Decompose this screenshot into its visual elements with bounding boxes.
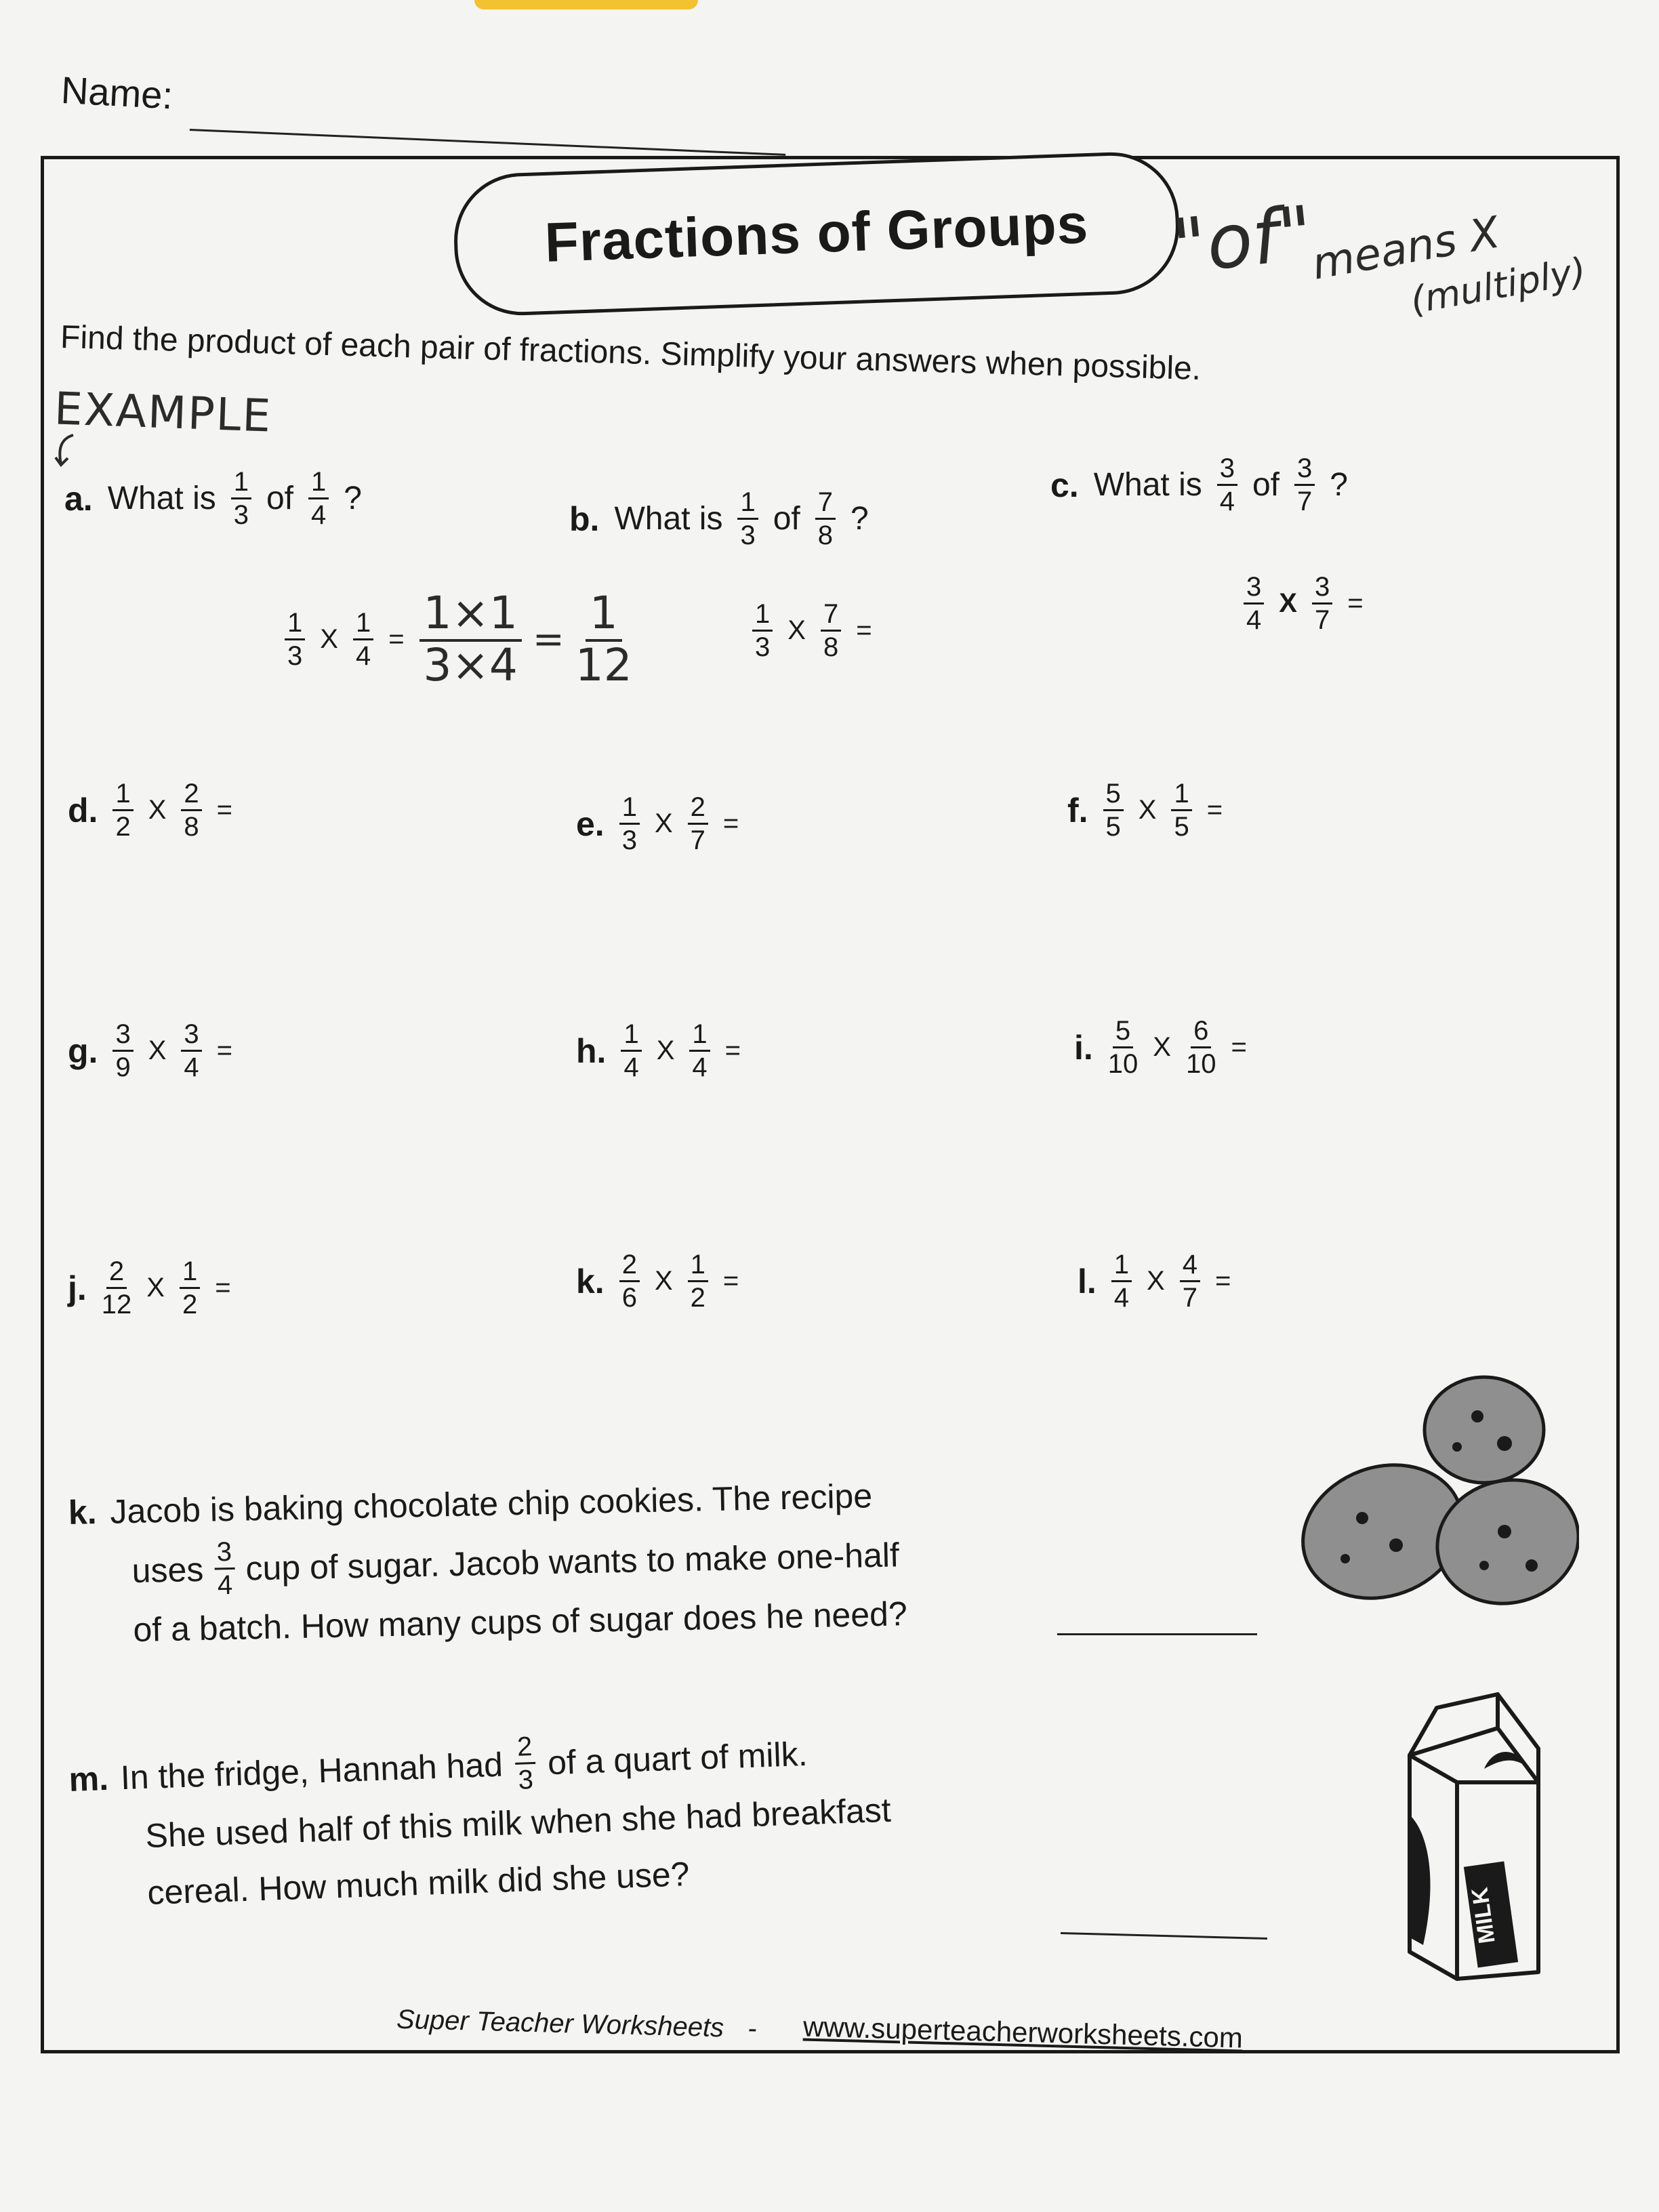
problem-h (576, 1020, 741, 1082)
word-problem-m (68, 1720, 894, 1924)
problem-j (68, 1257, 231, 1319)
word-problem-line: of a quart of milk. (547, 1734, 808, 1782)
word-problem-label: k. (68, 1493, 98, 1532)
equals-sign: = (1347, 588, 1364, 618)
footer-brand: Super Teacher Worksheets - (396, 2004, 758, 2044)
equals-sign: = (216, 1036, 232, 1065)
fraction: $\frac{1}{4}$ (689, 1020, 710, 1082)
times-sign: X (656, 1036, 675, 1065)
word-problem-line: Jacob is baking chocolate chip cookies. The recipe (109, 1477, 873, 1531)
fraction: $\frac{4}{7}$ (1180, 1250, 1200, 1312)
fraction: $\frac{3}{7}$ (1294, 454, 1315, 516)
question-prefix: What is (614, 501, 723, 537)
times-sign: X (654, 808, 673, 838)
equals-sign: = (1214, 1266, 1231, 1296)
times-sign: X (1153, 1032, 1171, 1062)
name-label: Name: (60, 68, 174, 117)
problem-g (68, 1020, 232, 1082)
problem-d (68, 779, 232, 841)
word-problem-line: She used half of this milk when she had breakfast (144, 1790, 892, 1856)
problem-l (1078, 1250, 1231, 1312)
rewrite-c (1244, 573, 1364, 634)
times-sign: X (1147, 1266, 1165, 1296)
fraction: $\frac{6}{10}$ (1185, 1016, 1216, 1079)
milk-carton-icon (1382, 1681, 1572, 1986)
question-prefix: What is (1093, 467, 1202, 503)
of-word: of (266, 480, 294, 516)
problem-label: h. (576, 1031, 607, 1070)
problem-label: l. (1078, 1262, 1097, 1300)
instructions: Find the product of each pair of fractions. Simplify your answers when possible. (60, 319, 1202, 387)
problem-label: k. (576, 1262, 605, 1300)
fraction: $\frac{3}{4}$ (1217, 454, 1237, 516)
times-sign: X (146, 1273, 165, 1303)
problem-i (1074, 1017, 1247, 1078)
times-sign: X (1138, 795, 1157, 825)
handwritten-of-note: "of" (1168, 189, 1317, 291)
times-sign: X (1279, 588, 1297, 618)
equals-sign: = (856, 615, 872, 645)
equals-sign: = (724, 1036, 741, 1065)
handwritten-example-label: EXAMPLE (53, 382, 273, 443)
handwritten-work (419, 587, 632, 692)
problem-label: j. (68, 1269, 87, 1307)
fraction: $\frac{2}{6}$ (619, 1250, 640, 1312)
problem-label: i. (1074, 1028, 1093, 1067)
times-sign: X (320, 623, 338, 654)
fraction: $\frac{1}{3}$ (737, 488, 758, 550)
word-problem-line: of a batch. How many cups of sugar does he need? (132, 1595, 908, 1650)
word-problem-line: cup of sugar. Jacob wants to make one-half (245, 1535, 900, 1588)
of-word: of (1252, 467, 1280, 503)
footer-url-link[interactable]: www.superteacherworksheets.com (802, 2010, 1244, 2054)
answer-line-k[interactable] (1057, 1633, 1257, 1635)
equals-sign: = (216, 795, 232, 825)
fraction: $\frac{1}{5}$ (1171, 779, 1191, 841)
question-c (1050, 454, 1348, 516)
word-problem-line: In the fridge, Hannah had (119, 1745, 504, 1797)
equals-sign: = (722, 1266, 739, 1296)
fraction: $\frac{1}{3}$ (752, 600, 773, 661)
fraction: $\frac{2}{7}$ (688, 793, 708, 855)
question-a (64, 468, 362, 529)
fraction: $\frac{1}{4}$ (308, 468, 329, 529)
times-sign: X (654, 1266, 673, 1296)
equals-sign: = (1206, 795, 1223, 825)
equals-sign: = (722, 808, 739, 838)
question-prefix: What is (107, 480, 216, 516)
question-label: b. (569, 499, 600, 538)
fraction: $\frac{1}{4}$ (1111, 1250, 1132, 1312)
question-label: c. (1050, 466, 1079, 504)
times-sign: X (148, 795, 167, 825)
title-banner (452, 150, 1182, 317)
handwritten-fraction: $\frac{1\times 1}{3\times 4}$ (419, 590, 522, 689)
rewrite-a (285, 587, 632, 692)
fraction: $\frac{3}{4}$ (181, 1020, 201, 1082)
fraction: $\frac{3}{9}$ (112, 1020, 133, 1082)
milk-label: MILK (1467, 1885, 1500, 1946)
problem-label: e. (576, 804, 605, 843)
word-problem-label: m. (68, 1759, 109, 1799)
problem-label: f. (1067, 791, 1088, 830)
handwritten-multiply-note: (multiply) (1407, 249, 1589, 323)
name-answer-line (190, 129, 785, 156)
handwritten-equals: = (532, 617, 565, 661)
equals-sign: = (1231, 1032, 1247, 1062)
of-word: of (773, 501, 800, 537)
word-problem-line: uses (131, 1550, 204, 1590)
question-mark: ? (1330, 467, 1348, 503)
word-problem-k (68, 1467, 908, 1660)
word-problem-line: cereal. How much milk did she use? (146, 1855, 691, 1912)
problem-label: g. (68, 1031, 98, 1070)
question-mark: ? (851, 501, 869, 537)
fraction: $\frac{1}{4}$ (353, 609, 373, 670)
fraction: $\frac{1}{4}$ (621, 1020, 641, 1082)
handwritten-arrow-icon (53, 434, 80, 468)
problem-k (576, 1250, 739, 1312)
fraction: $\frac{1}{2}$ (180, 1257, 200, 1319)
equals-sign: = (215, 1273, 231, 1303)
equals-sign: = (388, 623, 405, 654)
fraction: $\frac{3}{4}$ (213, 1538, 235, 1600)
worksheet-title: Fractions of Groups (544, 193, 1090, 274)
fraction: $\frac{3}{7}$ (1312, 573, 1332, 634)
fraction: $\frac{1}{3}$ (231, 468, 251, 529)
yellow-paper-edge (474, 0, 698, 9)
fraction: $\frac{2}{12}$ (101, 1256, 132, 1319)
times-sign: X (787, 615, 806, 645)
fraction: $\frac{7}{8}$ (815, 488, 836, 550)
fraction: $\frac{1}{3}$ (285, 609, 305, 670)
cookies-icon (1281, 1362, 1579, 1620)
question-b (569, 488, 869, 550)
rewrite-b (752, 600, 872, 661)
fraction: $\frac{3}{4}$ (1244, 573, 1264, 634)
times-sign: X (148, 1036, 167, 1065)
fraction: $\frac{5}{10}$ (1107, 1016, 1139, 1079)
handwritten-means-note: means X (1308, 207, 1504, 290)
fraction: $\frac{1}{2}$ (688, 1250, 708, 1312)
problem-label: d. (68, 791, 98, 830)
fraction: $\frac{2}{8}$ (181, 779, 201, 841)
fraction: $\frac{2}{3}$ (514, 1732, 536, 1795)
problem-f (1067, 779, 1223, 841)
fraction: $\frac{5}{5}$ (1103, 779, 1124, 841)
fraction: $\frac{1}{2}$ (112, 779, 133, 841)
question-mark: ? (344, 480, 362, 516)
question-label: a. (64, 479, 93, 518)
fraction: $\frac{1}{3}$ (619, 793, 640, 855)
fraction: $\frac{7}{8}$ (821, 600, 841, 661)
problem-e (576, 793, 739, 855)
handwritten-answer: $\frac{1}{12}$ (575, 587, 632, 692)
